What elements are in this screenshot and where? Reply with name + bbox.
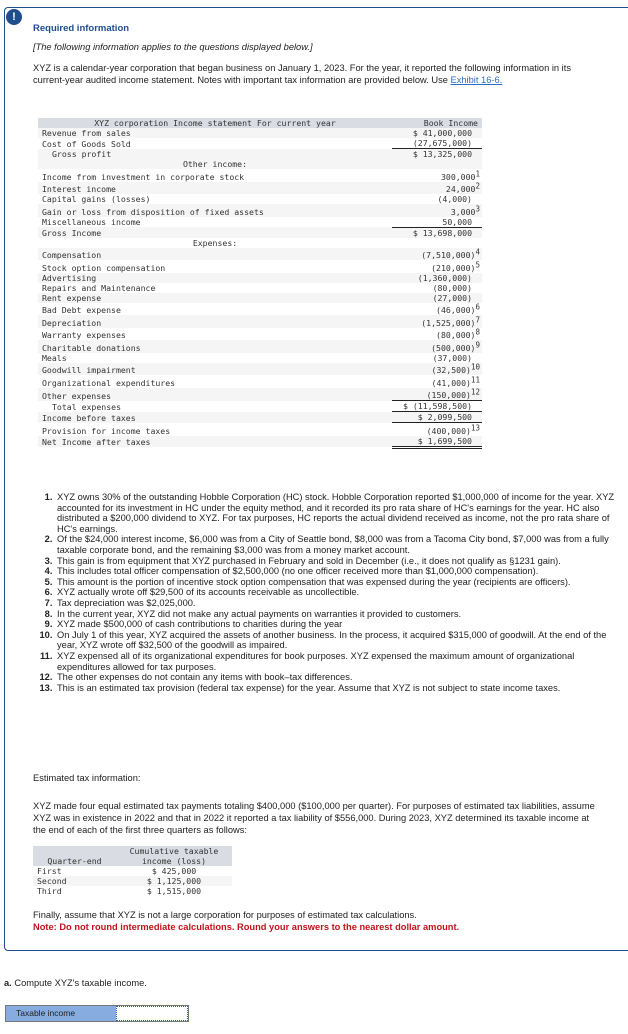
row-value bbox=[392, 128, 482, 138]
table-row bbox=[33, 876, 232, 886]
row-value bbox=[392, 436, 482, 448]
row-value bbox=[392, 138, 482, 149]
header-line2: income (loss) bbox=[141, 856, 207, 866]
row-label: Bad Debt expense bbox=[42, 305, 121, 315]
footnote-ref: 5 bbox=[475, 259, 480, 269]
value-text: (46,000) bbox=[436, 305, 476, 315]
table-row bbox=[38, 217, 482, 228]
value-text: (27,000) bbox=[432, 292, 472, 303]
table-row bbox=[38, 273, 482, 283]
table-row bbox=[38, 412, 482, 423]
value-text: $ 13,325,000 bbox=[412, 149, 472, 159]
table-row bbox=[38, 194, 482, 204]
row-label: Cost of Goods Sold bbox=[42, 138, 131, 149]
row-label: Provision for income taxes bbox=[42, 425, 171, 436]
table-row bbox=[38, 363, 482, 376]
value-text: (500,000) bbox=[431, 342, 476, 353]
question-letter: a. bbox=[4, 978, 12, 988]
note-item: 6. XYZ actually wrote off $29,500 of its accounts receivable as uncollectible. bbox=[55, 587, 625, 598]
footnote-ref: 12 bbox=[470, 387, 480, 397]
note-item: 11. XYZ expensed all of its organizational expenditures for book purposes. XYZ expensed the maximum amount of organizational expenditures allowed for tax purposes. bbox=[55, 651, 625, 672]
quarter: Second bbox=[33, 876, 116, 886]
estimated-tax-section bbox=[33, 772, 603, 836]
row-value bbox=[392, 273, 482, 283]
intro-text bbox=[33, 62, 593, 86]
footnote-ref: 9 bbox=[475, 339, 480, 349]
answer-row bbox=[5, 1005, 189, 1022]
cumulative-income-header bbox=[116, 846, 232, 866]
taxable-income-label: Taxable income bbox=[6, 1006, 116, 1021]
table-row bbox=[38, 303, 482, 316]
row-label: Other income: bbox=[38, 159, 392, 169]
row-label: Interest income bbox=[38, 182, 392, 195]
value-text: (150,000) bbox=[426, 390, 471, 400]
row-label: Total expenses bbox=[52, 401, 122, 412]
quarter: First bbox=[37, 866, 62, 876]
row-label: Warranty expenses bbox=[42, 330, 126, 340]
income: $ 1,515,000 bbox=[146, 886, 202, 896]
row-value bbox=[392, 238, 482, 248]
row-label: Gross profit bbox=[38, 149, 392, 160]
row-value bbox=[392, 283, 482, 293]
value-text: (1,525,000) bbox=[421, 317, 476, 328]
note-item: 2. Of the $24,000 interest income, $6,000 was from a City of Seattle bond, $8,000 was from a Tacoma City bond, $7,000 was from a fully taxable corporate bond, and the remaining $3,000 was from a money market account. bbox=[55, 534, 625, 555]
row-label: Other expenses bbox=[38, 388, 392, 401]
header-line1: Cumulative taxable bbox=[129, 846, 219, 856]
value-text: 3,000 bbox=[450, 206, 476, 217]
value-text: $ 1,699,500 bbox=[417, 435, 472, 446]
row-label: Organizational expenditures bbox=[42, 377, 176, 388]
note-item: 5. This amount is the portion of incentive stock option compensation that was expensed during the year (recipients are officers). bbox=[55, 577, 625, 588]
row-label: Stock option compensation bbox=[42, 262, 166, 273]
row-label: Revenue from sales bbox=[38, 128, 392, 138]
row-label: Miscellaneous income bbox=[42, 217, 141, 227]
subtitle: [The following information applies to the questions displayed below.] bbox=[33, 42, 313, 52]
value-text: 24,000 bbox=[445, 184, 476, 194]
row-value bbox=[392, 204, 482, 217]
value-text: 300,000 bbox=[440, 171, 476, 182]
row-label: Compensation bbox=[38, 248, 392, 261]
note-item: 4. This includes total officer compensation of $2,500,000 (no one officer received more than $1,000,000 compensation). bbox=[55, 566, 625, 577]
value-text: (1,360,000) bbox=[417, 272, 472, 283]
note-item: 3. This gain is from equipment that XYZ purchased in February and sold in December (i.e., it does not qualify as §1231 gain). bbox=[55, 556, 625, 567]
table-row bbox=[38, 238, 482, 248]
statement-title: XYZ corporation Income statement For current year bbox=[38, 118, 392, 128]
row-value bbox=[392, 401, 482, 412]
question-a bbox=[4, 978, 147, 988]
table-row bbox=[38, 138, 482, 149]
row-label: Gain or loss from disposition of fixed assets bbox=[38, 204, 392, 217]
row-value bbox=[392, 340, 482, 353]
row-value bbox=[392, 353, 482, 363]
row-value bbox=[392, 303, 482, 316]
footnote-ref: 1 bbox=[475, 168, 480, 178]
table-row bbox=[38, 283, 482, 293]
footnote-ref: 6 bbox=[475, 302, 480, 312]
footnote-ref: 4 bbox=[475, 247, 480, 257]
row-value bbox=[392, 388, 482, 401]
value-text: (27,675,000) bbox=[412, 138, 472, 148]
table-row bbox=[38, 169, 482, 182]
row-label: Advertising bbox=[38, 273, 392, 283]
footnote-ref: 11 bbox=[470, 374, 480, 384]
footnote-ref: 8 bbox=[475, 327, 480, 337]
value-text: (80,000) bbox=[432, 282, 472, 293]
value-text: 50,000 bbox=[442, 216, 472, 227]
footnote-ref: 2 bbox=[475, 181, 480, 191]
book-income-header: Book Income bbox=[392, 118, 482, 128]
note-item: 13. This is an estimated tax provision (federal tax expense) for the year. Assume that XYZ is not subject to state income taxes. bbox=[55, 683, 625, 694]
row-label: Expenses: bbox=[192, 237, 238, 248]
table-row bbox=[38, 204, 482, 217]
note-item: 10. On July 1 of this year, XYZ acquired the assets of another business. In the process, it acquired $315,000 of goodwill. At the end of the year, XYZ wrote off $32,500 of the goodwill as impaired. bbox=[55, 630, 625, 651]
note-item: 1. XYZ owns 30% of the outstanding Hobble Corporation (HC) stock. Hobble Corporation reported $1,000,000 of income for the year. XYZ accounted for its investment in HC under the equity method, and it recorded its pro rata share of HC's earnings for the year. HC also distributed a $200,000 dividend to XYZ. For tax purposes, HC reports the actual dividend received as income, not the pro rata share of HC's earnings. bbox=[55, 492, 625, 534]
value-text: $ (11,598,500) bbox=[402, 401, 472, 411]
table-row bbox=[38, 340, 482, 353]
row-label: Charitable donations bbox=[38, 340, 392, 353]
table-row bbox=[38, 149, 482, 160]
table-row bbox=[38, 423, 482, 436]
value-text: (80,000) bbox=[436, 330, 476, 340]
table-row bbox=[38, 227, 482, 238]
income-statement-table bbox=[38, 118, 482, 449]
note-item: 8. In the current year, XYZ did not make any actual payments on warranties it provided to customers. bbox=[55, 609, 625, 620]
row-value bbox=[392, 363, 482, 376]
row-label: Meals bbox=[42, 352, 67, 363]
income: $ 425,000 bbox=[151, 866, 197, 876]
value-text: (7,510,000) bbox=[421, 250, 476, 260]
row-label: Income before taxes bbox=[38, 412, 392, 423]
note-item: 12. The other expenses do not contain any items with book–tax differences. bbox=[55, 672, 625, 683]
value-text: (37,000) bbox=[432, 352, 472, 363]
table-row bbox=[33, 866, 232, 876]
value-text: (210,000) bbox=[431, 262, 476, 273]
table-row bbox=[38, 375, 482, 388]
row-value bbox=[392, 260, 482, 273]
table-row bbox=[38, 248, 482, 261]
value-text: (4,000) bbox=[437, 194, 472, 204]
row-label: Income from investment in corporate stock bbox=[42, 171, 245, 182]
row-label: Repairs and Maintenance bbox=[42, 282, 156, 293]
footnote-ref: 13 bbox=[470, 422, 480, 432]
estimated-heading: Estimated tax information: bbox=[33, 773, 141, 783]
row-value bbox=[392, 412, 482, 423]
alert-icon: ! bbox=[6, 9, 22, 25]
question-text: Compute XYZ's taxable income. bbox=[11, 978, 147, 988]
intro-body: XYZ is a calendar-year corporation that began business on January 1, 2023. For the year, it reported the following information in its current-year audited income statement. Notes with important tax information are provided below. Use bbox=[33, 63, 571, 85]
value-text: (41,000) bbox=[431, 377, 471, 388]
table-row bbox=[38, 328, 482, 341]
rounding-note: Note: Do not round intermediate calculations. Round your answers to the nearest dollar amount. bbox=[33, 922, 460, 932]
row-label: Goodwill impairment bbox=[38, 363, 392, 376]
row-value bbox=[392, 293, 482, 303]
row-value bbox=[392, 248, 482, 261]
row-value bbox=[392, 217, 482, 228]
value-text: $ 41,000,000 bbox=[412, 128, 472, 138]
table-row bbox=[38, 182, 482, 195]
table-row bbox=[38, 436, 482, 448]
table-row bbox=[33, 886, 232, 896]
row-value bbox=[392, 159, 482, 169]
table-row bbox=[38, 159, 482, 169]
footnote-ref: 10 bbox=[470, 362, 480, 372]
table-header bbox=[38, 118, 482, 128]
table-header bbox=[33, 846, 232, 866]
value-text: (32,500) bbox=[431, 365, 471, 375]
note-item: 7. Tax depreciation was $2,025,000. bbox=[55, 598, 625, 609]
row-value bbox=[392, 149, 482, 160]
table-row bbox=[38, 315, 482, 328]
table-row bbox=[38, 260, 482, 273]
footnote-ref: 3 bbox=[475, 203, 480, 213]
final-text: Finally, assume that XYZ is not a large corporation for purposes of estimated tax calculations. bbox=[33, 910, 417, 920]
estimated-text: XYZ made four equal estimated tax payments totaling $400,000 ($100,000 per quarter). For purposes of estimated tax liabilities, assume XYZ was in existence in 2022 and that in 2022 it reported a tax liability of $556,000. During 2023, XYZ determined its taxable income at the end of each of the first three quarters as follows: bbox=[33, 801, 595, 835]
row-label: Depreciation bbox=[38, 315, 392, 328]
value-text: $ 2,099,500 bbox=[417, 412, 472, 422]
row-label: Gross Income bbox=[38, 227, 392, 238]
table-row bbox=[38, 293, 482, 303]
row-value bbox=[392, 315, 482, 328]
required-title: Required information bbox=[33, 23, 130, 34]
taxable-income-input[interactable] bbox=[116, 1006, 188, 1021]
row-value bbox=[392, 328, 482, 341]
note-item: 9. XYZ made $500,000 of cash contributions to charities during the year bbox=[55, 619, 625, 630]
footnote-ref: 7 bbox=[475, 314, 480, 324]
row-value bbox=[392, 194, 482, 204]
final-section bbox=[33, 909, 603, 933]
table-row bbox=[38, 353, 482, 363]
row-value bbox=[392, 227, 482, 238]
info-header bbox=[33, 23, 593, 86]
notes-list bbox=[33, 492, 625, 693]
row-label: Net Income after taxes bbox=[38, 436, 392, 448]
value-text: (400,000) bbox=[426, 425, 471, 436]
row-value bbox=[392, 169, 482, 182]
table-row bbox=[38, 388, 482, 401]
table-row bbox=[38, 401, 482, 412]
row-value bbox=[392, 423, 482, 436]
table-row bbox=[38, 128, 482, 138]
row-value bbox=[392, 375, 482, 388]
quarter: Third bbox=[37, 886, 62, 896]
value-text: $ 13,698,000 bbox=[412, 227, 472, 238]
row-label: Rent expense bbox=[38, 293, 392, 303]
row-value bbox=[392, 182, 482, 195]
quarter-end-header: Quarter-end bbox=[33, 846, 116, 866]
row-label: Capital gains (losses) bbox=[42, 194, 151, 204]
income: $ 1,125,000 bbox=[116, 876, 232, 886]
quarter-table bbox=[33, 846, 232, 896]
exhibit-link[interactable]: Exhibit 16-6. bbox=[450, 75, 503, 85]
